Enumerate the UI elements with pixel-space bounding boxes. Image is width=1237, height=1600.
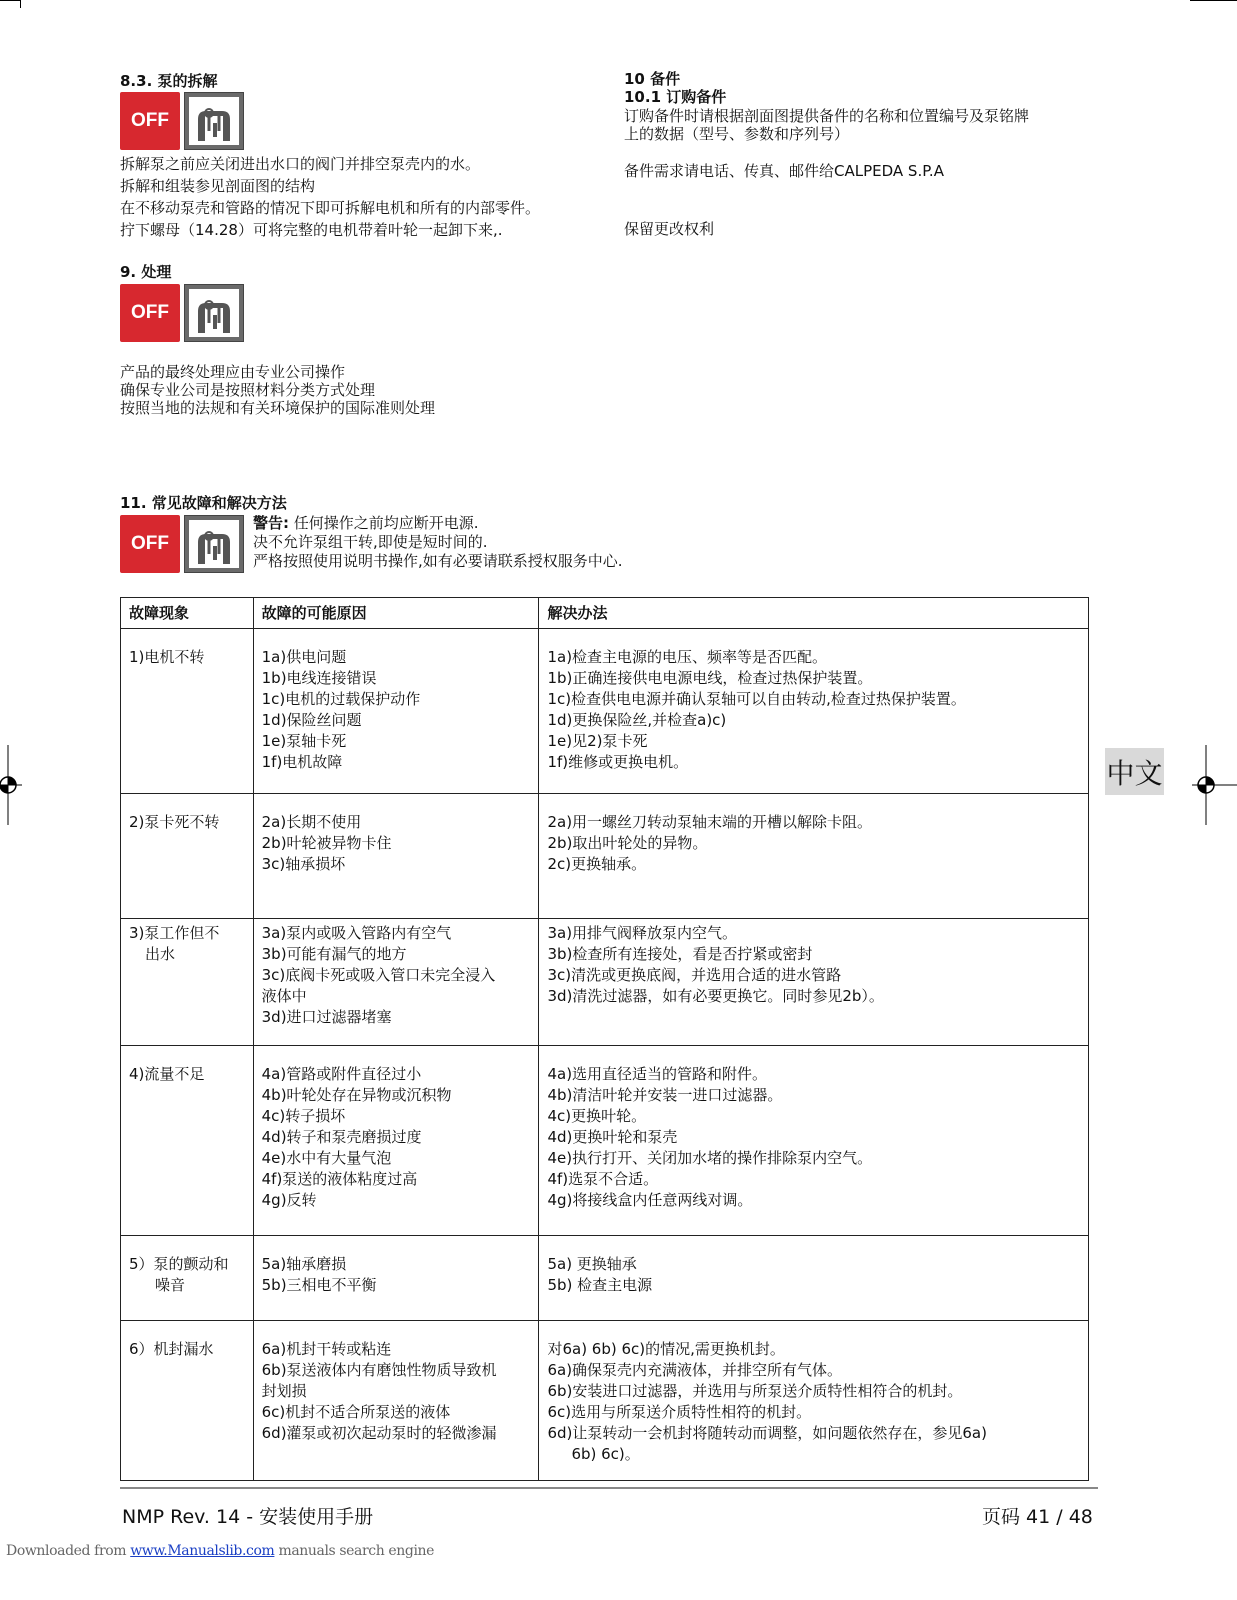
power-off-icon: OFF [120, 515, 180, 573]
power-off-icon: OFF [120, 284, 180, 342]
section-11-warning: 警告: 任何操作之前均应断开电源. 决不允许泵组干转,即使是短时间的. 严格按照使用说明书操作,如有必要请联系授权服务中心. [253, 514, 623, 570]
section-10-1-text: 订购备件时请根据剖面图提供备件的名称和位置编号及泵铭牌 上的数据（型号、参数和序列号） [624, 107, 1030, 143]
column-header: 故障现象 [121, 598, 254, 629]
spare-parts-contact: 备件需求请电话、传真、邮件给CALPEDA S.P.A [624, 162, 944, 180]
crop-mark [20, 0, 21, 8]
warning-label: 警告: [253, 514, 289, 532]
registration-mark-right [1192, 745, 1237, 825]
crop-mark [1190, 0, 1237, 1]
manualslib-link[interactable]: www.Manualslib.com [130, 1543, 275, 1559]
table-row: 3)泵工作但不 出水 3a)泵内或吸入管路内有空气 3b)可能有漏气的地方 3c)底阀卡死或吸入管口未完全浸入 液体中 3d)进口过滤器堵塞 3a)用排气阀释放泵内空气。 3b)检查所有连接处，看是否拧紧或密封 3c)清洗或更换底阀，并选用合适的进水管路 3d)清洗过滤器，如有必要更换它。同时参见2b）。 [121, 919, 1089, 1046]
section-10-1-heading: 10.1 订购备件 [624, 88, 727, 106]
warning-icons [120, 284, 244, 342]
column-header: 故障的可能原因 [253, 598, 539, 629]
footer-divider [120, 1487, 1098, 1489]
technician-icon [184, 284, 244, 342]
technician-icon [184, 515, 244, 573]
download-notice: Downloaded from www.Manualslib.com manuals search engine [6, 1543, 435, 1559]
power-off-icon: OFF [120, 92, 180, 150]
column-header: 解决办法 [539, 598, 1089, 629]
section-10-heading: 10 备件 [624, 70, 681, 88]
section-9-text: 产品的最终处理应由专业公司操作 确保专业公司是按照材料分类方式处理 按照当地的法规和有关环境保护的国际准则处理 [120, 363, 436, 417]
table-row: 1)电机不转 1a)供电问题 1b)电线连接错误 1c)电机的过载保护动作 1d)保险丝问题 1e)泵轴卡死 1f)电机故障 1a)检查主电源的电压、频率等是否匹配。 1b)正确连接供电电源电线，检查过热保护装置。 1c)检查供电电源并确认泵轴可以自由转动,检查过热保护装置。 1d)更换保险丝,并检查a)c) 1e)见2)泵卡死 1f)维修或更换电机。 [121, 629, 1089, 794]
section-8-3-text: 拆解泵之前应关闭进出水口的阀门并排空泵壳内的水。 拆解和组装参见剖面图的结构 在不移动泵壳和管路的情况下即可拆解电机和所有的内部零件。 拧下螺母（14.28）可将完整的电机带着叶轮一起卸下来,. [120, 155, 541, 239]
warning-icons [120, 515, 244, 573]
registration-mark-left [0, 745, 22, 825]
table-row: 6）机封漏水 6a)机封干转或粘连 6b)泵送液体内有磨蚀性物质导致机 封划损 6c)机封不适合所泵送的液体 6d)灌泵或初次起动泵时的轻微渗漏 对6a) 6b) 6c)的情况,需更换机封。 6a)确保泵壳内充满液体，并排空所有气体。 6b)安装进口过滤器，并选用与所泵送介质特性相符合的机封。 6c)选用与所泵送介质特性相符的机封。 6d)让泵转动一会机封将随转动而调整，如问题依然存在，参见6a) 6b) 6c)。 [121, 1321, 1089, 1481]
section-11-heading: 11. 常见故障和解决方法 [120, 494, 287, 512]
rights-reserved: 保留更改权利 [624, 220, 715, 238]
footer-manual-title: NMP Rev. 14 - 安装使用手册 [122, 1506, 374, 1528]
section-9-heading: 9. 处理 [120, 263, 172, 281]
table-header-row [121, 598, 1089, 629]
warning-icons [120, 92, 244, 150]
language-tab: 中文 [1105, 748, 1164, 795]
table-row: 2)泵卡死不转 2a)长期不使用 2b)叶轮被异物卡住 3c)轴承损坏 2a)用一螺丝刀转动泵轴末端的开槽以解除卡阻。 2b)取出叶轮处的异物。 2c)更换轴承。 [121, 794, 1089, 919]
table-row: 4)流量不足 4a)管路或附件直径过小 4b)叶轮处存在异物或沉积物 4c)转子损坏 4d)转子和泵壳磨损过度 4e)水中有大量气泡 4f)泵送的液体粘度过高 4g)反转 4a)选用直径适当的管路和附件。 4b)清洁叶轮并安装一进口过滤器。 4c)更换叶轮。 4d)更换叶轮和泵壳 4e)执行打开、关闭加水堵的操作排除泵内空气。 4f)选泵不合适。 4g)将接线盒内任意两线对调。 [121, 1046, 1089, 1236]
section-8-3-heading: 8.3. 泵的拆解 [120, 72, 218, 90]
fault-table [120, 597, 1089, 1481]
table-row: 5）泵的颤动和 噪音 5a)轴承磨损 5b)三相电不平衡 5a) 更换轴承 5b) 检查主电源 [121, 1236, 1089, 1321]
technician-icon [184, 92, 244, 150]
footer-page-number: 页码 41 / 48 [982, 1506, 1093, 1528]
crop-mark [0, 0, 20, 1]
